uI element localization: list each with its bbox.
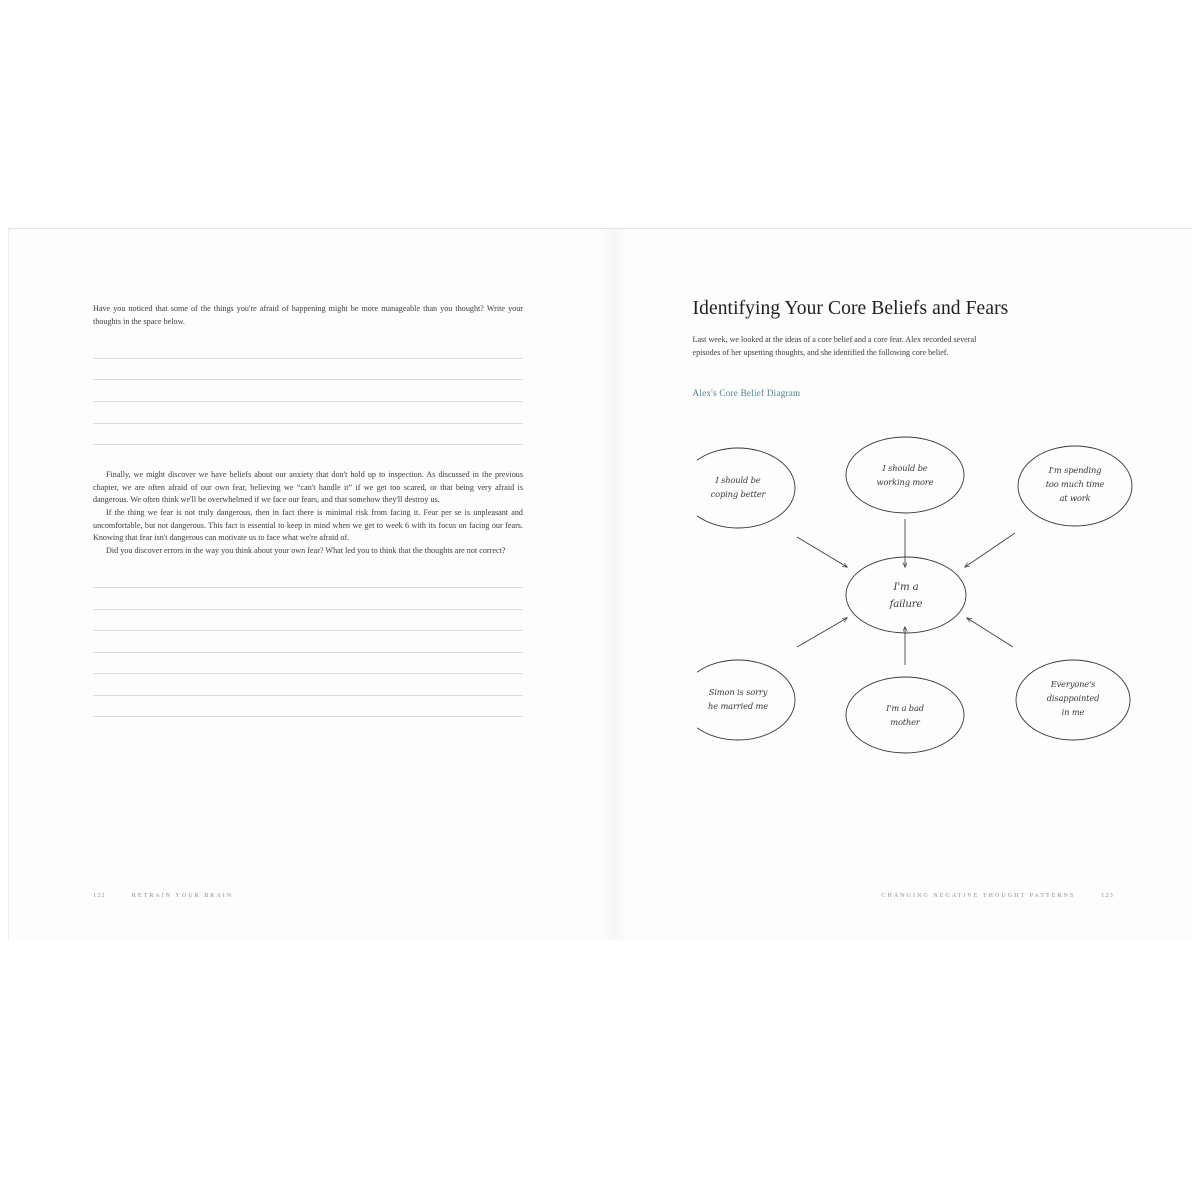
oval-bottom-line-2: mother: [889, 717, 920, 727]
oval-lower-right-line-1: Everyone's: [1050, 679, 1095, 689]
writing-line[interactable]: [93, 359, 523, 381]
oval-upper-right-line-3: at work: [1059, 493, 1090, 503]
right-page: [601, 229, 1193, 941]
oval-bottom-line-1: I'm a bad: [885, 703, 924, 713]
writing-lines-upper[interactable]: [93, 337, 523, 445]
right-page-footer: [881, 893, 1114, 899]
oval-top-line-2: working more: [876, 477, 933, 487]
oval-lower-right-line-2: disappointed: [1046, 693, 1099, 703]
writing-lines-lower[interactable]: [93, 566, 523, 717]
oval-top-line-1: I should be: [881, 463, 928, 473]
writing-line[interactable]: [93, 674, 523, 696]
oval-center[interactable]: [846, 557, 966, 633]
diagram-canvas: [697, 415, 1133, 775]
oval-lower-left-line-2: he married me: [707, 701, 768, 711]
running-head-left: RETRAIN YOUR BRAIN: [131, 893, 234, 899]
oval-bottom[interactable]: [846, 677, 964, 753]
oval-upper-left-line-2: coping better: [710, 489, 765, 499]
diagram-labels: [708, 463, 1105, 727]
left-page-body: [93, 303, 523, 717]
writing-line[interactable]: [93, 653, 523, 675]
oval-top[interactable]: [846, 437, 964, 513]
folio-left: 122: [93, 893, 106, 899]
right-page-body: [692, 297, 1123, 727]
writing-line[interactable]: [93, 402, 523, 424]
oval-center-line-2: failure: [889, 599, 922, 610]
intro-paragraph: Last week, we looked at the ideas of a core belief and a core fear. Alex recorded several episodes of her upsetting thoughts, and she identified the following core belief.: [692, 335, 977, 357]
writing-line[interactable]: [93, 380, 523, 402]
oval-lower-left[interactable]: [697, 660, 795, 740]
arrow-lower-left-to-center: [797, 618, 847, 647]
arrow-upper-left-to-center: [797, 537, 847, 567]
writing-line[interactable]: [93, 631, 523, 653]
prompt-paragraph: Have you noticed that some of the things you're afraid of happening might be more manageable than you thought? Write your thoughts in the space below.: [93, 304, 523, 326]
writing-line[interactable]: [93, 588, 523, 610]
oval-upper-left-line-1: I should be: [714, 475, 761, 485]
writing-line[interactable]: [93, 337, 523, 359]
writing-line[interactable]: [93, 610, 523, 632]
body-paragraph-1: Finally, we might discover we have beliefs about our anxiety that don't hold up to inspection. As discussed in the previous chapter, we are often afraid of our own fear, believing we “can't handle it” if we get too scared, or that being very afraid is dangerous. We often think we'll be overwhelmed if we face our fears, and that somehow they'll destroy us.: [93, 470, 523, 505]
spacer: [93, 445, 523, 469]
oval-upper-right-line-2: too much time: [1045, 479, 1104, 489]
diagram-subhead: Alex's Core Belief Diagram: [692, 388, 801, 399]
body-paragraph-3: Did you discover errors in the way you think about your own fear? What led you to think that the thoughts are not correct?: [106, 545, 506, 555]
oval-center-line-1: I'm a: [892, 582, 919, 593]
arrow-upper-right-to-center: [965, 533, 1015, 567]
core-belief-diagram: [697, 415, 1133, 775]
left-page: [9, 229, 601, 941]
writing-line[interactable]: [93, 424, 523, 446]
page-title: Identifying Your Core Beliefs and Fears: [692, 298, 1009, 319]
oval-upper-right-line-1: I'm spending: [1048, 465, 1101, 475]
left-page-footer: [93, 893, 233, 899]
running-head-right: CHANGING NEGATIVE THOUGHT PATTERNS: [881, 893, 1076, 899]
oval-lower-right-line-3: in me: [1061, 707, 1084, 717]
writing-line[interactable]: [93, 696, 523, 718]
book-spread: [8, 228, 1192, 940]
body-paragraph-2: If the thing we fear is not truly dangerous, then in fact there is minimal risk from facing it. Fear per se is unpleasant and uncomfortable, but not dangerous. This fact is essential to keep in mind when we get to week 6 with its focus on facing our fears. Knowing that fear isn't dangerous can motivate us to face what we're afraid of.: [93, 507, 523, 543]
writing-line[interactable]: [93, 566, 523, 588]
arrow-lower-right-to-center: [967, 618, 1013, 647]
oval-upper-left[interactable]: [697, 448, 795, 528]
oval-lower-left-line-1: Simon is sorry: [708, 687, 767, 697]
folio-right: 123: [1101, 893, 1114, 899]
